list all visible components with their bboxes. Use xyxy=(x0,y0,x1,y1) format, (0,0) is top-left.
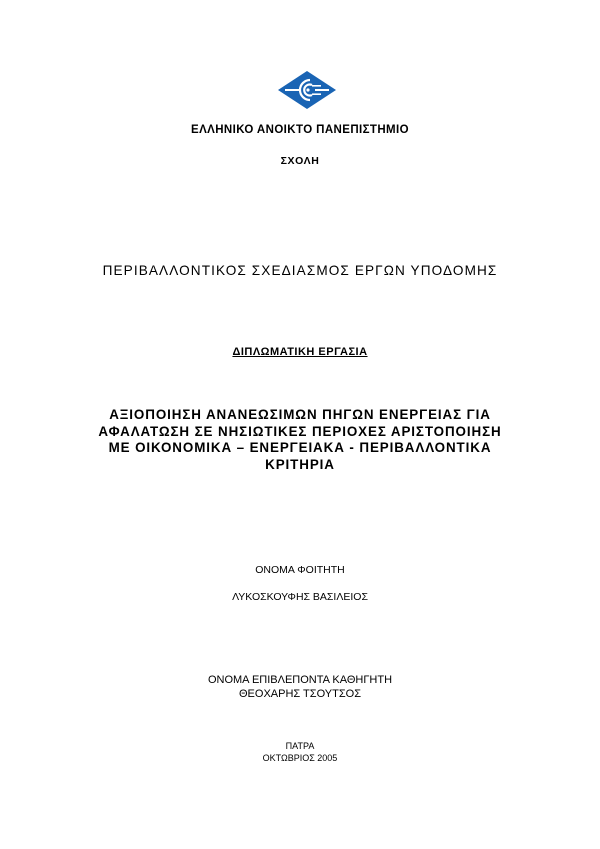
university-logo-icon xyxy=(277,70,337,110)
date: ΟΚΤΩΒΡΙΟΣ 2005 xyxy=(262,753,338,763)
student-label: ΟΝΟΜΑ ΦΟΙΤΗΤΗ xyxy=(255,564,345,576)
supervisor-label: ΟΝΟΜΑ ΕΠΙΒΛΕΠΟΝΤΑ ΚΑΘΗΓΗΤΗ xyxy=(207,674,393,686)
school-name: ΣΧΟΛΗ xyxy=(280,155,320,167)
city: ΠΑΤΡΑ xyxy=(285,741,315,751)
program-title: ΠΕΡΙΒΑΛΛΟΝΤΙΚΟΣ ΣΧΕΔΙΑΣΜΟΣ ΕΡΓΩΝ ΥΠΟΔΟΜΗΣ xyxy=(102,263,498,278)
thesis-title-line: ΑΦΑΛΑΤΩΣΗ ΣΕ ΝΗΣΙΩΤΙΚΕΣ ΠΕΡΙΟΧΕΣ ΑΡΙΣΤΟΠΟΙΗΣΗ xyxy=(98,423,502,439)
thesis-title-line: ΜΕ ΟΙΚΟΝΟΜΙΚΑ – ΕΝΕΡΓΕΙΑΚΑ - ΠΕΡΙΒΑΛΛΟΝΤΙΚΑ xyxy=(108,440,492,456)
thesis-title-line: ΚΡΙΤΗΡΙΑ xyxy=(265,456,335,472)
thesis-type-heading: ΔΙΠΛΩΜΑΤΙΚΗ ΕΡΓΑΣΙΑ xyxy=(232,346,368,358)
supervisor-name: ΘΕΟΧΑΡΗΣ ΤΣΟΥΤΣΟΣ xyxy=(239,688,361,700)
thesis-title xyxy=(60,407,540,473)
thesis-title-line: ΑΞΙΟΠΟΙΗΣΗ ΑΝΑΝΕΩΣΙΜΩΝ ΠΗΓΩΝ ΕΝΕΡΓΕΙΑΣ ΓΙΑ xyxy=(109,407,491,422)
university-name: ΕΛΛΗΝΙΚΟ ΑΝΟΙΚΤΟ ΠΑΝΕΠΙΣΤΗΜΙΟ xyxy=(191,124,409,136)
student-name: ΛΥΚΟΣΚΟΥΦΗΣ ΒΑΣΙΛΕΙΟΣ xyxy=(232,591,368,603)
